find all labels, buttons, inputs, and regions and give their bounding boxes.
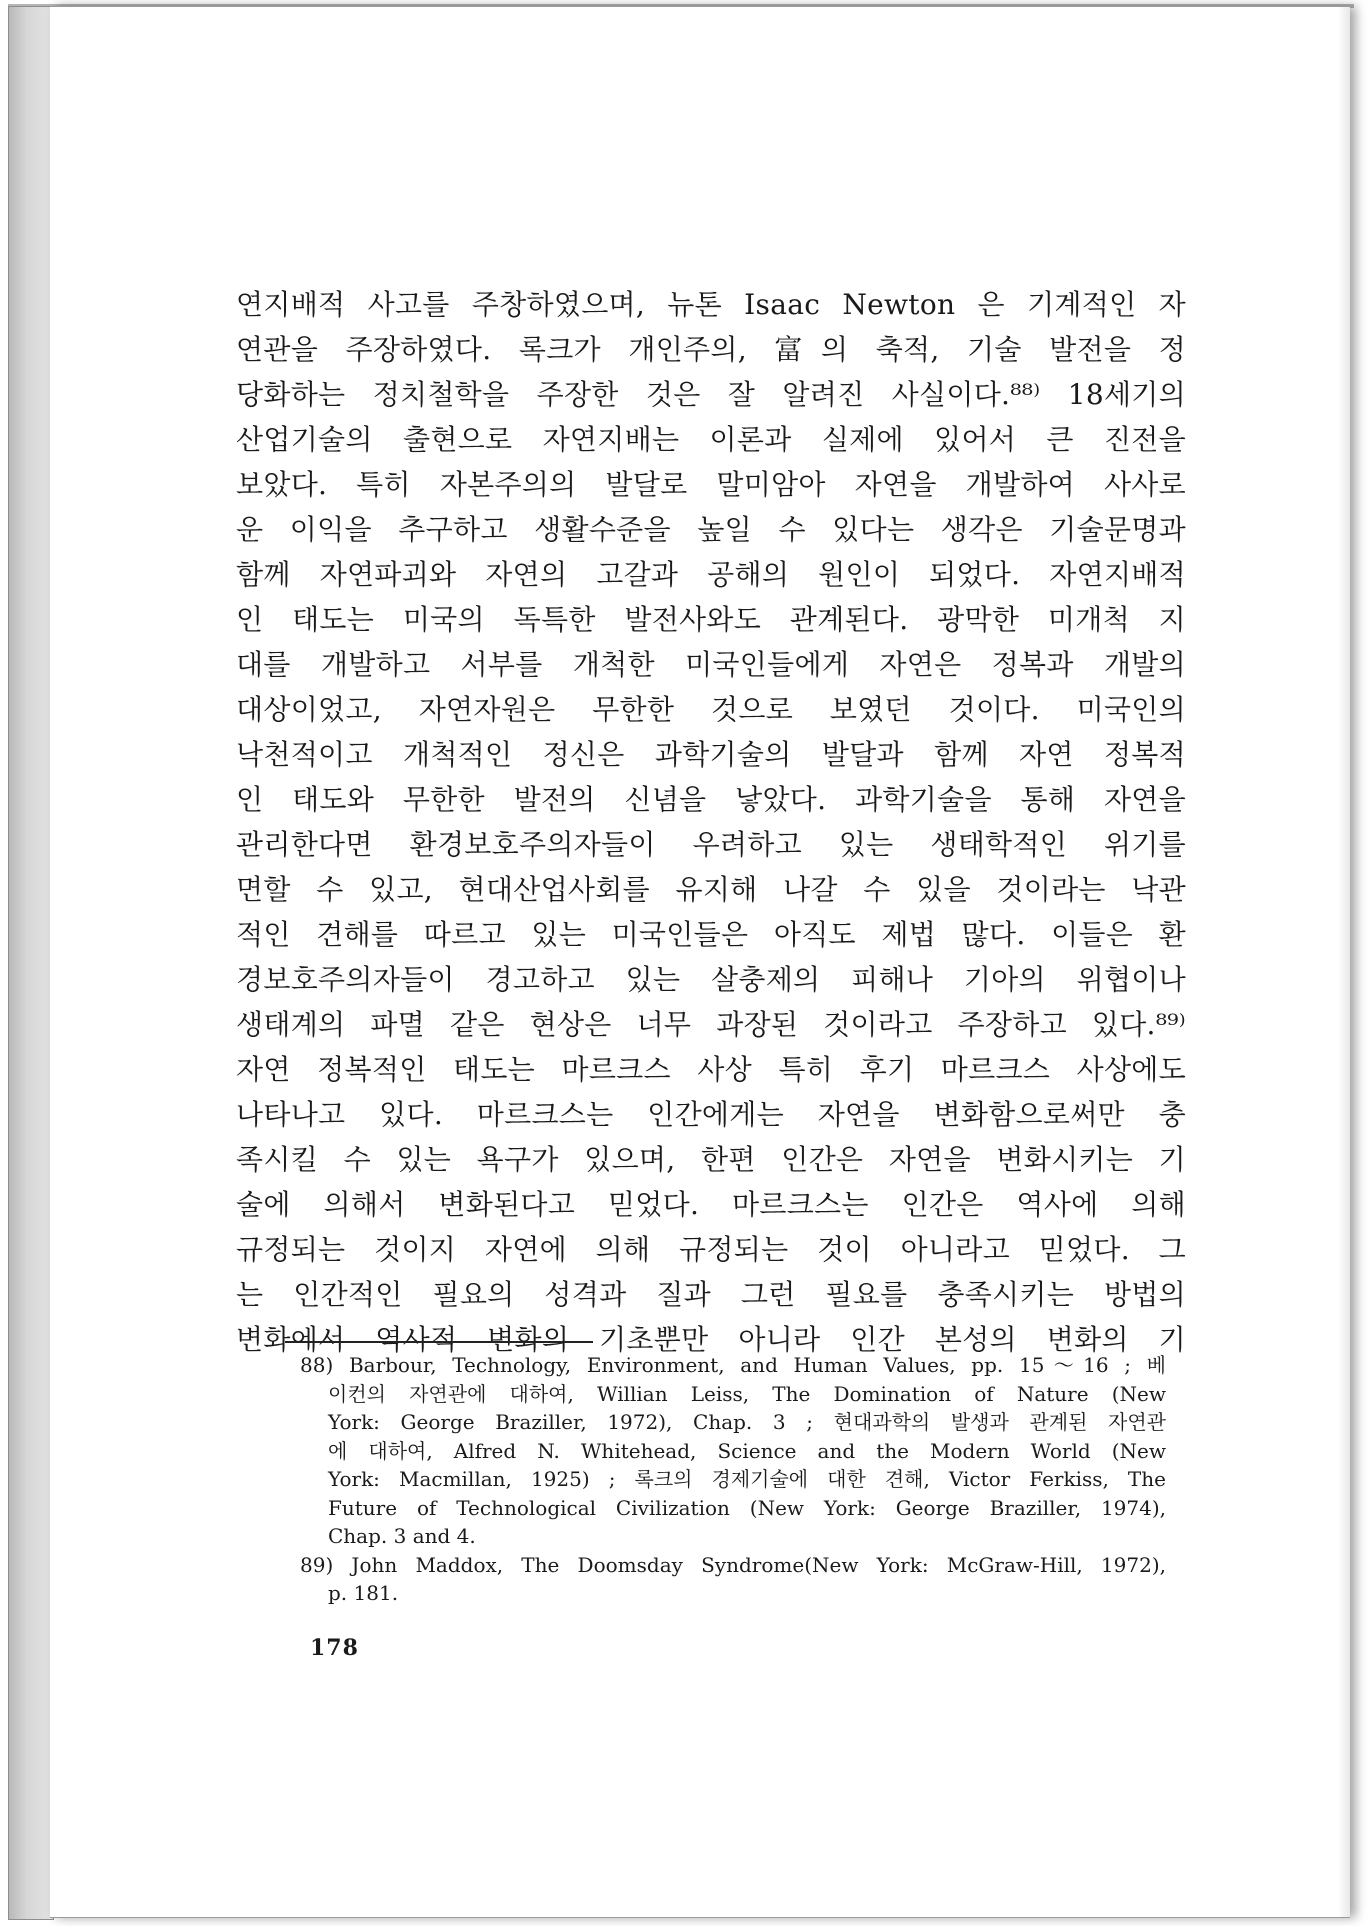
footnote-divider: [285, 1341, 593, 1343]
body-line: 함께 자연파괴와 자연의 고갈과 공해의 원인이 되었다. 자연지배적: [236, 558, 1186, 591]
footnote-line: York: Macmillan, 1925) ; 록크의 경제기술에 대한 견해, Victor Ferkiss, The: [328, 1467, 1166, 1491]
body-line: 산업기술의 출현으로 자연지배는 이론과 실제에 있어서 큰 진전을: [236, 423, 1186, 456]
body-line: 규정되는 것이지 자연에 의해 규정되는 것이 아니라고 믿었다. 그: [236, 1233, 1186, 1266]
footnote-line: 이컨의 자연관에 대하여, Willian Leiss, The Domination of Nature (New: [328, 1381, 1166, 1406]
body-line: 술에 의해서 변화된다고 믿었다. 마르크스는 인간은 역사에 의해: [236, 1188, 1186, 1221]
body-line: 관리한다면 환경보호주의자들이 우려하고 있는 생태학적인 위기를: [236, 828, 1186, 861]
body-line: 당화하는 정치철학을 주장한 것은 잘 알려진 사실이다.⁸⁸⁾ 18세기의: [236, 378, 1186, 411]
page-number: 178: [310, 1635, 359, 1661]
body-text: [236, 282, 1186, 1362]
body-line: 보았다. 특히 자본주의의 발달로 말미암아 자연을 개발하여 사사로: [236, 468, 1186, 501]
body-line: 낙천적이고 개척적인 정신은 과학기술의 발달과 함께 자연 정복적: [236, 738, 1186, 771]
footnote-line: 88) Barbour, Technology, Environment, and Human Values, pp. 15～16 ; 베: [300, 1353, 1166, 1377]
footnote-line: p. 181.: [328, 1581, 399, 1605]
body-line: 연지배적 사고를 주창하였으며, 뉴톤 Isaac Newton 은 기계적인 자: [236, 288, 1186, 321]
body-line: 대를 개발하고 서부를 개척한 미국인들에게 자연은 정복과 개발의: [236, 648, 1186, 681]
footnote-line: 89) John Maddox, The Doomsday Syndrome(New York: McGraw-Hill, 1972),: [300, 1552, 1166, 1577]
footnote-line: 에 대하여, Alfred N. Whitehead, Science and the Modern World (New: [328, 1438, 1166, 1463]
body-line: 대상이었고, 자연자원은 무한한 것으로 보였던 것이다. 미국인의: [236, 693, 1186, 726]
body-line: 인 태도와 무한한 발전의 신념을 낳았다. 과학기술을 통해 자연을: [236, 783, 1186, 816]
body-line: 생태계의 파멸 같은 현상은 너무 과장된 것이라고 주장하고 있다.⁸⁹⁾: [236, 1008, 1186, 1041]
footnote-line: Chap. 3 and 4.: [328, 1524, 476, 1548]
body-line: 는 인간적인 필요의 성격과 질과 그런 필요를 충족시키는 방법의: [236, 1278, 1186, 1311]
page-edge: [1338, 7, 1350, 1917]
body-line: 연관을 주장하였다. 록크가 개인주의, 富의 축적, 기술 발전을 정: [236, 333, 1186, 366]
body-line: 경보호주의자들이 경고하고 있는 살충제의 피해나 기아의 위협이나: [236, 963, 1186, 996]
footnote-line: Future of Technological Civilization (New York: George Braziller, 1974),: [328, 1495, 1166, 1520]
footnote-line: York: George Braziller, 1972), Chap. 3 ; 현대과학의 발생과 관계된 자연관: [328, 1410, 1166, 1434]
body-line: 인 태도는 미국의 독특한 발전사와도 관계된다. 광막한 미개척 지: [236, 603, 1186, 636]
body-line: 적인 견해를 따르고 있는 미국인들은 아직도 제법 많다. 이들은 환: [236, 918, 1186, 951]
body-line: 변화에서 역사적 변화의 기초뿐만 아니라 인간 본성의 변화의 기: [236, 1323, 1186, 1356]
body-line: 면할 수 있고, 현대산업사회를 유지해 나갈 수 있을 것이라는 낙관: [236, 873, 1186, 906]
footnotes: [300, 1351, 1166, 1608]
book-spine: [8, 6, 54, 1920]
body-line: 자연 정복적인 태도는 마르크스 사상 특히 후기 마르크스 사상에도: [236, 1053, 1186, 1086]
body-line: 족시킬 수 있는 욕구가 있으며, 한편 인간은 자연을 변화시키는 기: [236, 1143, 1186, 1176]
body-line: 운 이익을 추구하고 생활수준을 높일 수 있다는 생각은 기술문명과: [236, 513, 1186, 546]
body-line: 나타나고 있다. 마르크스는 인간에게는 자연을 변화함으로써만 충: [236, 1098, 1186, 1131]
